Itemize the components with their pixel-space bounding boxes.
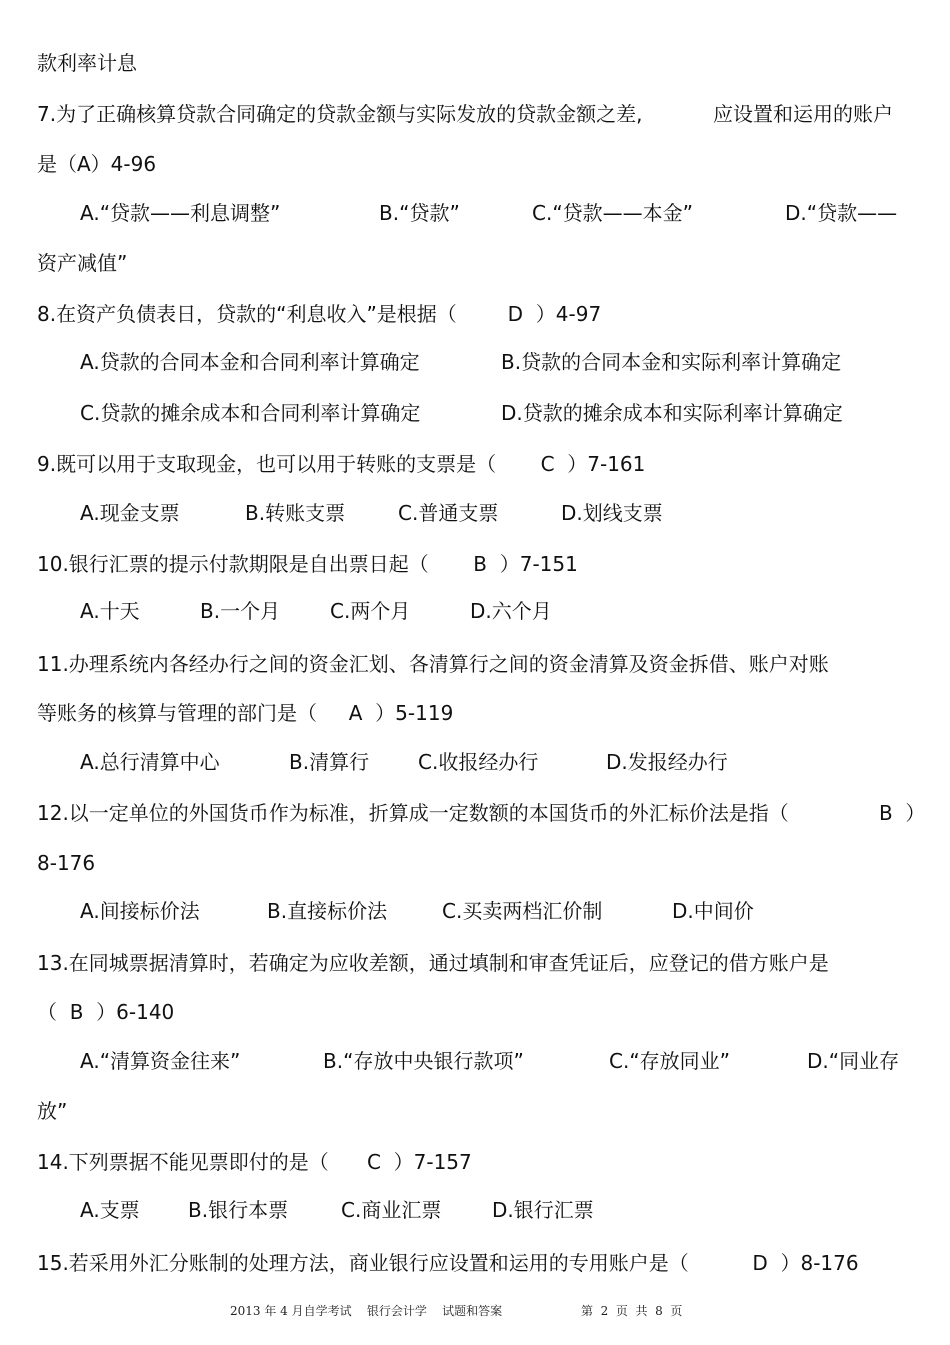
q7-option-d-cont: 资产减值” [37, 251, 128, 275]
q12-option-a: A.间接标价法 [80, 899, 200, 923]
q8-option-c: C.贷款的摊余成本和合同利率计算确定 [80, 401, 421, 425]
question-15-text: 15.若采用外汇分账制的处理方法，商业银行应设置和运用的专用账户是（ D ）8-176 [37, 1251, 859, 1275]
q7-option-a: A.“贷款——利息调整” [80, 201, 281, 225]
q12-option-c: C.买卖两档汇价制 [442, 899, 603, 923]
footer-title: 2013 年 4 月自学考试 银行会计学 试题和答案 [230, 1304, 503, 1318]
question-11-text: 11.办理系统内各经办行之间的资金汇划、各清算行之间的资金清算及资金拆借、账户对账 [37, 652, 829, 676]
q14-option-b: B.银行本票 [188, 1198, 289, 1222]
q11-option-a: A.总行清算中心 [80, 750, 220, 774]
q13-option-b: B.“存放中央银行款项” [323, 1049, 524, 1073]
q11-option-b: B.清算行 [289, 750, 370, 774]
question-14-text: 14.下列票据不能见票即付的是（ C ）7-157 [37, 1150, 472, 1174]
q11-option-d: D.发报经办行 [606, 750, 728, 774]
q8-option-a: A.贷款的合同本金和合同利率计算确定 [80, 350, 420, 374]
q8-option-b: B.贷款的合同本金和实际利率计算确定 [501, 350, 842, 374]
q13-option-d-cont: 放” [37, 1099, 68, 1123]
q10-option-c: C.两个月 [330, 599, 411, 623]
q13-option-d: D.“同业存 [807, 1049, 900, 1073]
q12-option-d: D.中间价 [672, 899, 754, 923]
q9-option-b: B.转账支票 [245, 501, 346, 525]
question-13-text: 13.在同城票据清算时，若确定为应收差额，通过填制和审查凭证后，应登记的借方账户是 [37, 951, 829, 975]
question-9-text: 9.既可以用于支取现金，也可以用于转账的支票是（ C ）7-161 [37, 452, 646, 476]
question-7-text: 7.为了正确核算贷款合同确定的贷款金额与实际发放的贷款金额之差, [37, 102, 643, 126]
q14-option-c: C.商业汇票 [341, 1198, 442, 1222]
question-10-text: 10.银行汇票的提示付款期限是自出票日起（ B ）7-151 [37, 552, 578, 576]
question-12-text-cont: 8-176 [37, 851, 96, 875]
question-7-text-cont: 应设置和运用的账户 [713, 102, 893, 126]
q10-option-a: A.十天 [80, 599, 140, 623]
q11-option-c: C.收报经办行 [418, 750, 539, 774]
question-12-answer: B ） [879, 801, 926, 825]
q14-option-d: D.银行汇票 [492, 1198, 594, 1222]
text-line: 款利率计息 [37, 51, 137, 75]
q14-option-a: A.支票 [80, 1198, 140, 1222]
q7-option-d: D.“贷款—— [785, 201, 898, 225]
question-7-answer-line: 是（A）4-96 [37, 152, 157, 176]
question-8-text: 8.在资产负债表日，贷款的“利息收入”是根据（ D ）4-97 [37, 302, 602, 326]
q10-option-d: D.六个月 [470, 599, 552, 623]
q9-option-d: D.划线支票 [561, 501, 663, 525]
footer-page-number: 第 2 页 共 8 页 [581, 1304, 683, 1318]
q13-option-c: C.“存放同业” [609, 1049, 731, 1073]
q9-option-c: C.普通支票 [398, 501, 499, 525]
q13-option-a: A.“清算资金往来” [80, 1049, 241, 1073]
q7-option-b: B.“贷款” [379, 201, 460, 225]
q9-option-a: A.现金支票 [80, 501, 180, 525]
question-12-text: 12.以一定单位的外国货币作为标准，折算成一定数额的本国货币的外汇标价法是指（ [37, 801, 789, 825]
q8-option-d: D.贷款的摊余成本和实际利率计算确定 [501, 401, 843, 425]
q7-option-c: C.“贷款——本金” [532, 201, 694, 225]
question-11-text-cont: 等账务的核算与管理的部门是（ A ）5-119 [37, 701, 454, 725]
question-13-text-cont: （ B ）6-140 [37, 1000, 175, 1024]
q10-option-b: B.一个月 [200, 599, 281, 623]
q12-option-b: B.直接标价法 [267, 899, 388, 923]
